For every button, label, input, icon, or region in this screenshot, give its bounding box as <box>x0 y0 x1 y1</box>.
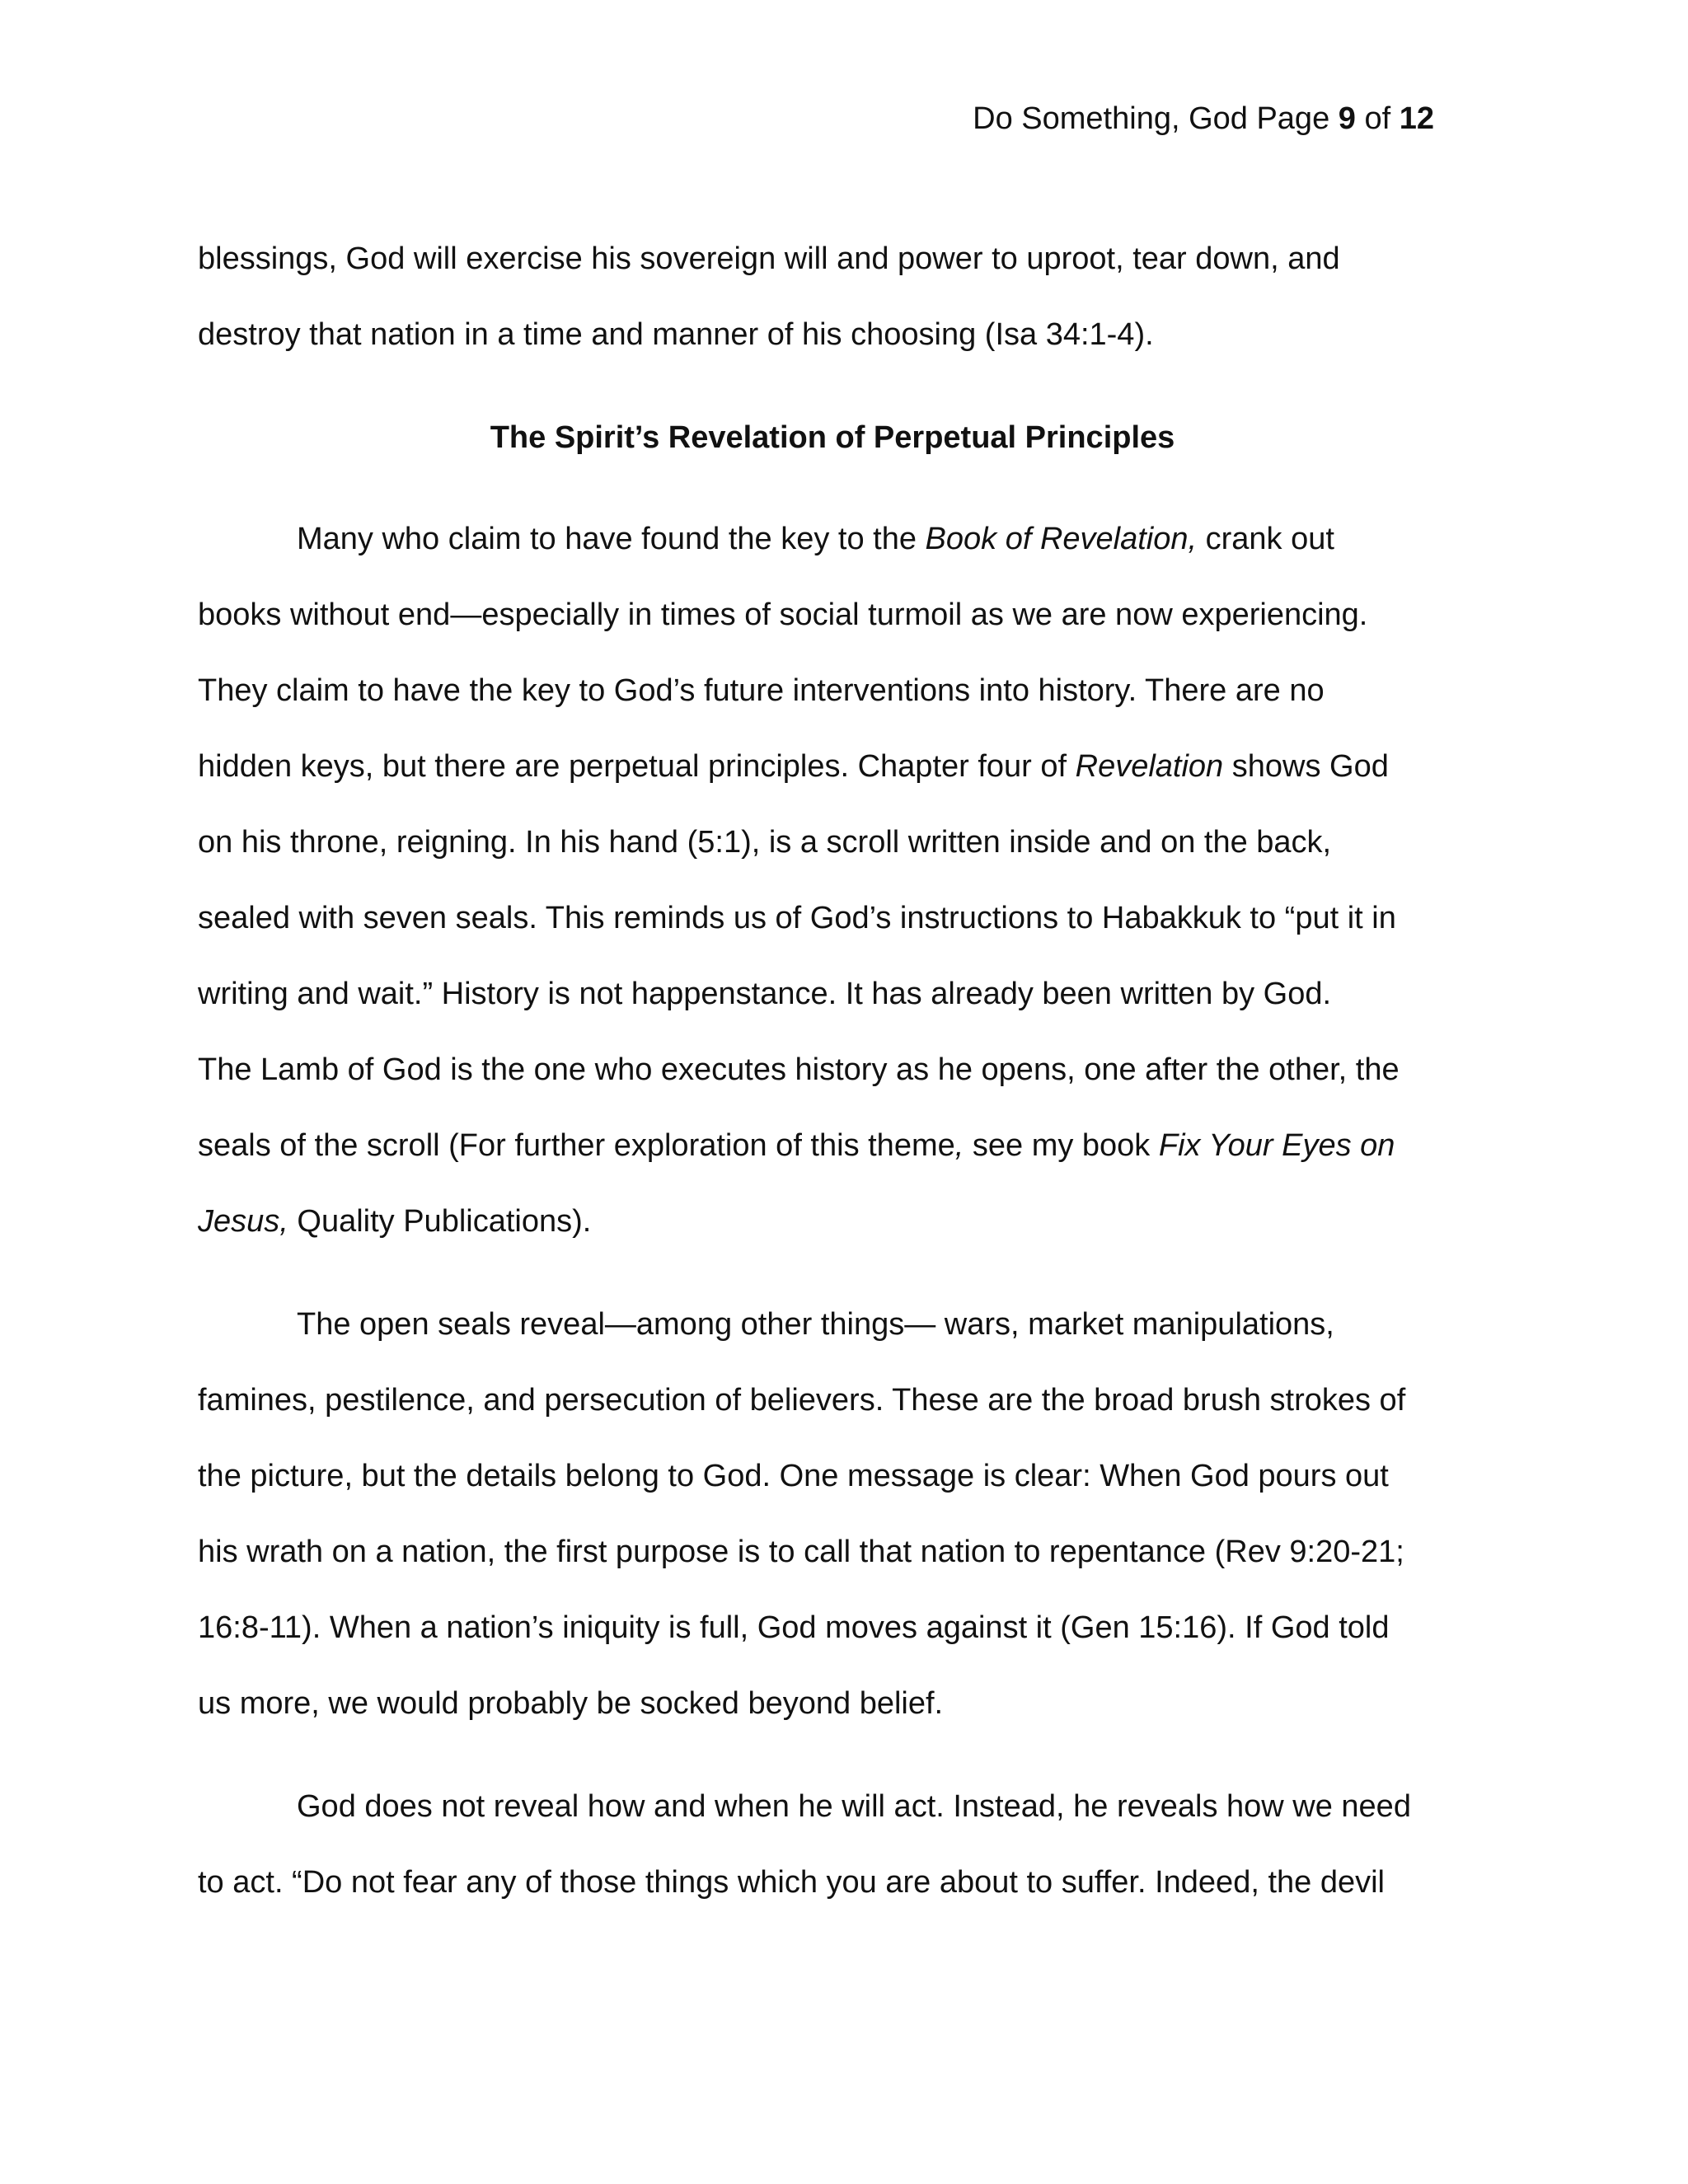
paragraph-2-line-6: us more, we would probably be socked beyond belief. <box>198 1686 944 1721</box>
paragraph-1-line-9 <box>198 1127 1395 1164</box>
paragraph-3-line-1: God does not reveal how and when he will act. Instead, he reveals how we need <box>297 1789 1411 1824</box>
page-number: 9 <box>1338 101 1356 136</box>
paragraph-1-line-1 <box>297 521 1334 557</box>
italic-comma: , <box>954 1128 964 1163</box>
paragraph-1-line-2: books without end—especially in times of social turmoil as we are now experiencing. <box>198 598 1368 632</box>
paragraph-1-line-5: on his throne, reigning. In his hand (5:1), is a scroll written inside and on the back, <box>198 825 1332 860</box>
header-title: Do Something, God Page <box>973 101 1339 136</box>
text-run: shows God <box>1223 749 1389 784</box>
text-run: hidden keys, but there are perpetual principles. Chapter four of <box>198 749 1076 784</box>
text-run: Quality Publications). <box>288 1204 592 1239</box>
paragraph-1-line-4 <box>198 748 1389 785</box>
paragraph-1-line-10 <box>198 1203 591 1240</box>
page-total: 12 <box>1399 101 1434 136</box>
italic-book-title: Revelation <box>1075 749 1224 784</box>
page-header <box>973 101 1434 137</box>
section-heading: The Spirit’s Revelation of Perpetual Principles <box>490 420 1175 455</box>
italic-book-title: Fix Your Eyes on <box>1158 1128 1395 1163</box>
text-run: seals of the scroll (For further exploration of this theme <box>198 1128 955 1163</box>
paragraph-2-line-1: The open seals reveal—among other things— wars, market manipulations, <box>297 1307 1334 1342</box>
paragraph-3-line-2: to act. “Do not fear any of those things which you are about to suffer. Indeed, the devil <box>198 1865 1385 1900</box>
paragraph-1-line-6: sealed with seven seals. This reminds us of God’s instructions to Habakkuk to “put it in <box>198 901 1396 935</box>
italic-book-title: Jesus, <box>198 1204 288 1239</box>
paragraph-1-line-7: writing and wait.” History is not happenstance. It has already been written by God. <box>198 977 1332 1011</box>
intro-line-2: destroy that nation in a time and manner of his choosing (Isa 34:1-4). <box>198 317 1154 352</box>
paragraph-2-line-4: his wrath on a nation, the first purpose is to call that nation to repentance (Rev 9:20-21; <box>198 1535 1404 1569</box>
paragraph-2-line-3: the picture, but the details belong to God. One message is clear: When God pours out <box>198 1459 1389 1493</box>
paragraph-1-line-3: They claim to have the key to God’s future interventions into history. There are no <box>198 673 1325 708</box>
text-run: see my book <box>964 1128 1159 1163</box>
italic-book-title: Book of Revelation, <box>925 522 1198 556</box>
intro-line-1: blessings, God will exercise his sovereign will and power to uproot, tear down, and <box>198 241 1340 276</box>
paragraph-2-line-2: famines, pestilence, and persecution of believers. These are the broad brush strokes of <box>198 1383 1406 1418</box>
header-of: of <box>1355 101 1400 136</box>
paragraph-1-line-8: The Lamb of God is the one who executes history as he opens, one after the other, the <box>198 1052 1400 1087</box>
paragraph-2-line-5: 16:8-11). When a nation’s iniquity is full, God moves against it (Gen 15:16). If God told <box>198 1610 1390 1645</box>
text-run: Many who claim to have found the key to the <box>297 522 926 556</box>
text-run: crank out <box>1197 522 1334 556</box>
